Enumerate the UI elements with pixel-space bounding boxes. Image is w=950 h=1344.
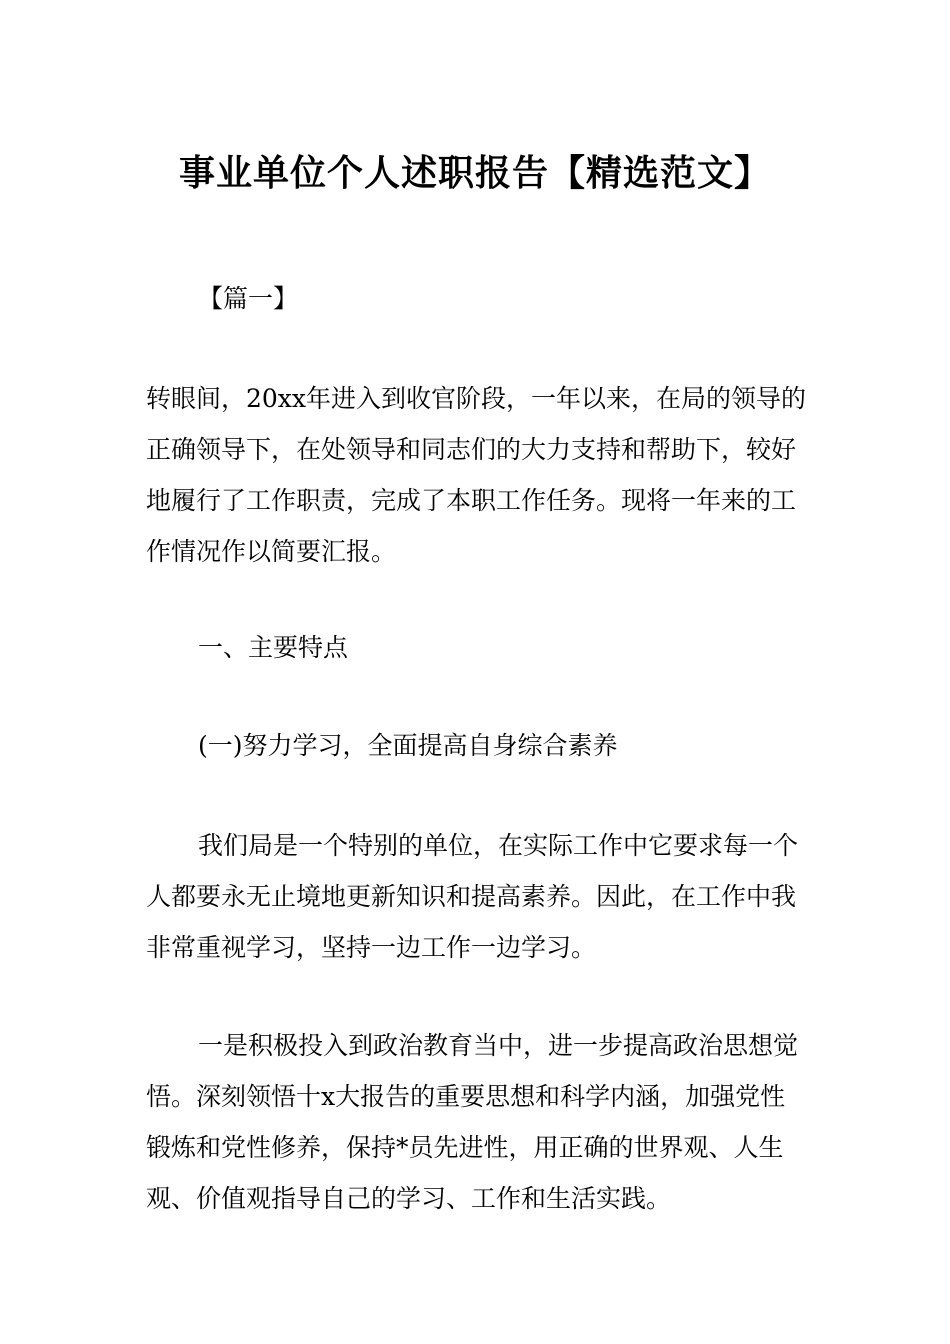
document-title: 事业单位个人述职报告【精选范文】 bbox=[178, 153, 771, 194]
section-label: 【篇一】 bbox=[198, 284, 299, 313]
heading-main-features: 一、主要特点 bbox=[198, 633, 349, 662]
paragraph-study: 我们局是一个特别的单位，在实际工作中它要求每一个人都要永无止境地更新知识和提高素养。因此，在工作中我非常重视学习，坚持一边工作一边学习。 bbox=[146, 831, 799, 962]
subheading-study: (一)努力学习，全面提高自身综合素养 bbox=[198, 731, 618, 760]
paragraph-intro: 转眼间，20xx年进入到收官阶段，一年以来，在局的领导的正确领导下，在处领导和同志们的大力支持和帮助下，较好地履行了工作职责，完成了本职工作任务。现将一年来的工作情况作以简要汇报。 bbox=[146, 384, 807, 566]
paragraph-political: 一是积极投入到政治教育当中，进一步提高政治思想觉悟。深刻领悟十x大报告的重要思想和科学内涵，加强党性锻炼和党性修养，保持*员先进性，用正确的世界观、人生观、价值观指导自己的学习、工作和生活实践。 bbox=[146, 1031, 799, 1213]
